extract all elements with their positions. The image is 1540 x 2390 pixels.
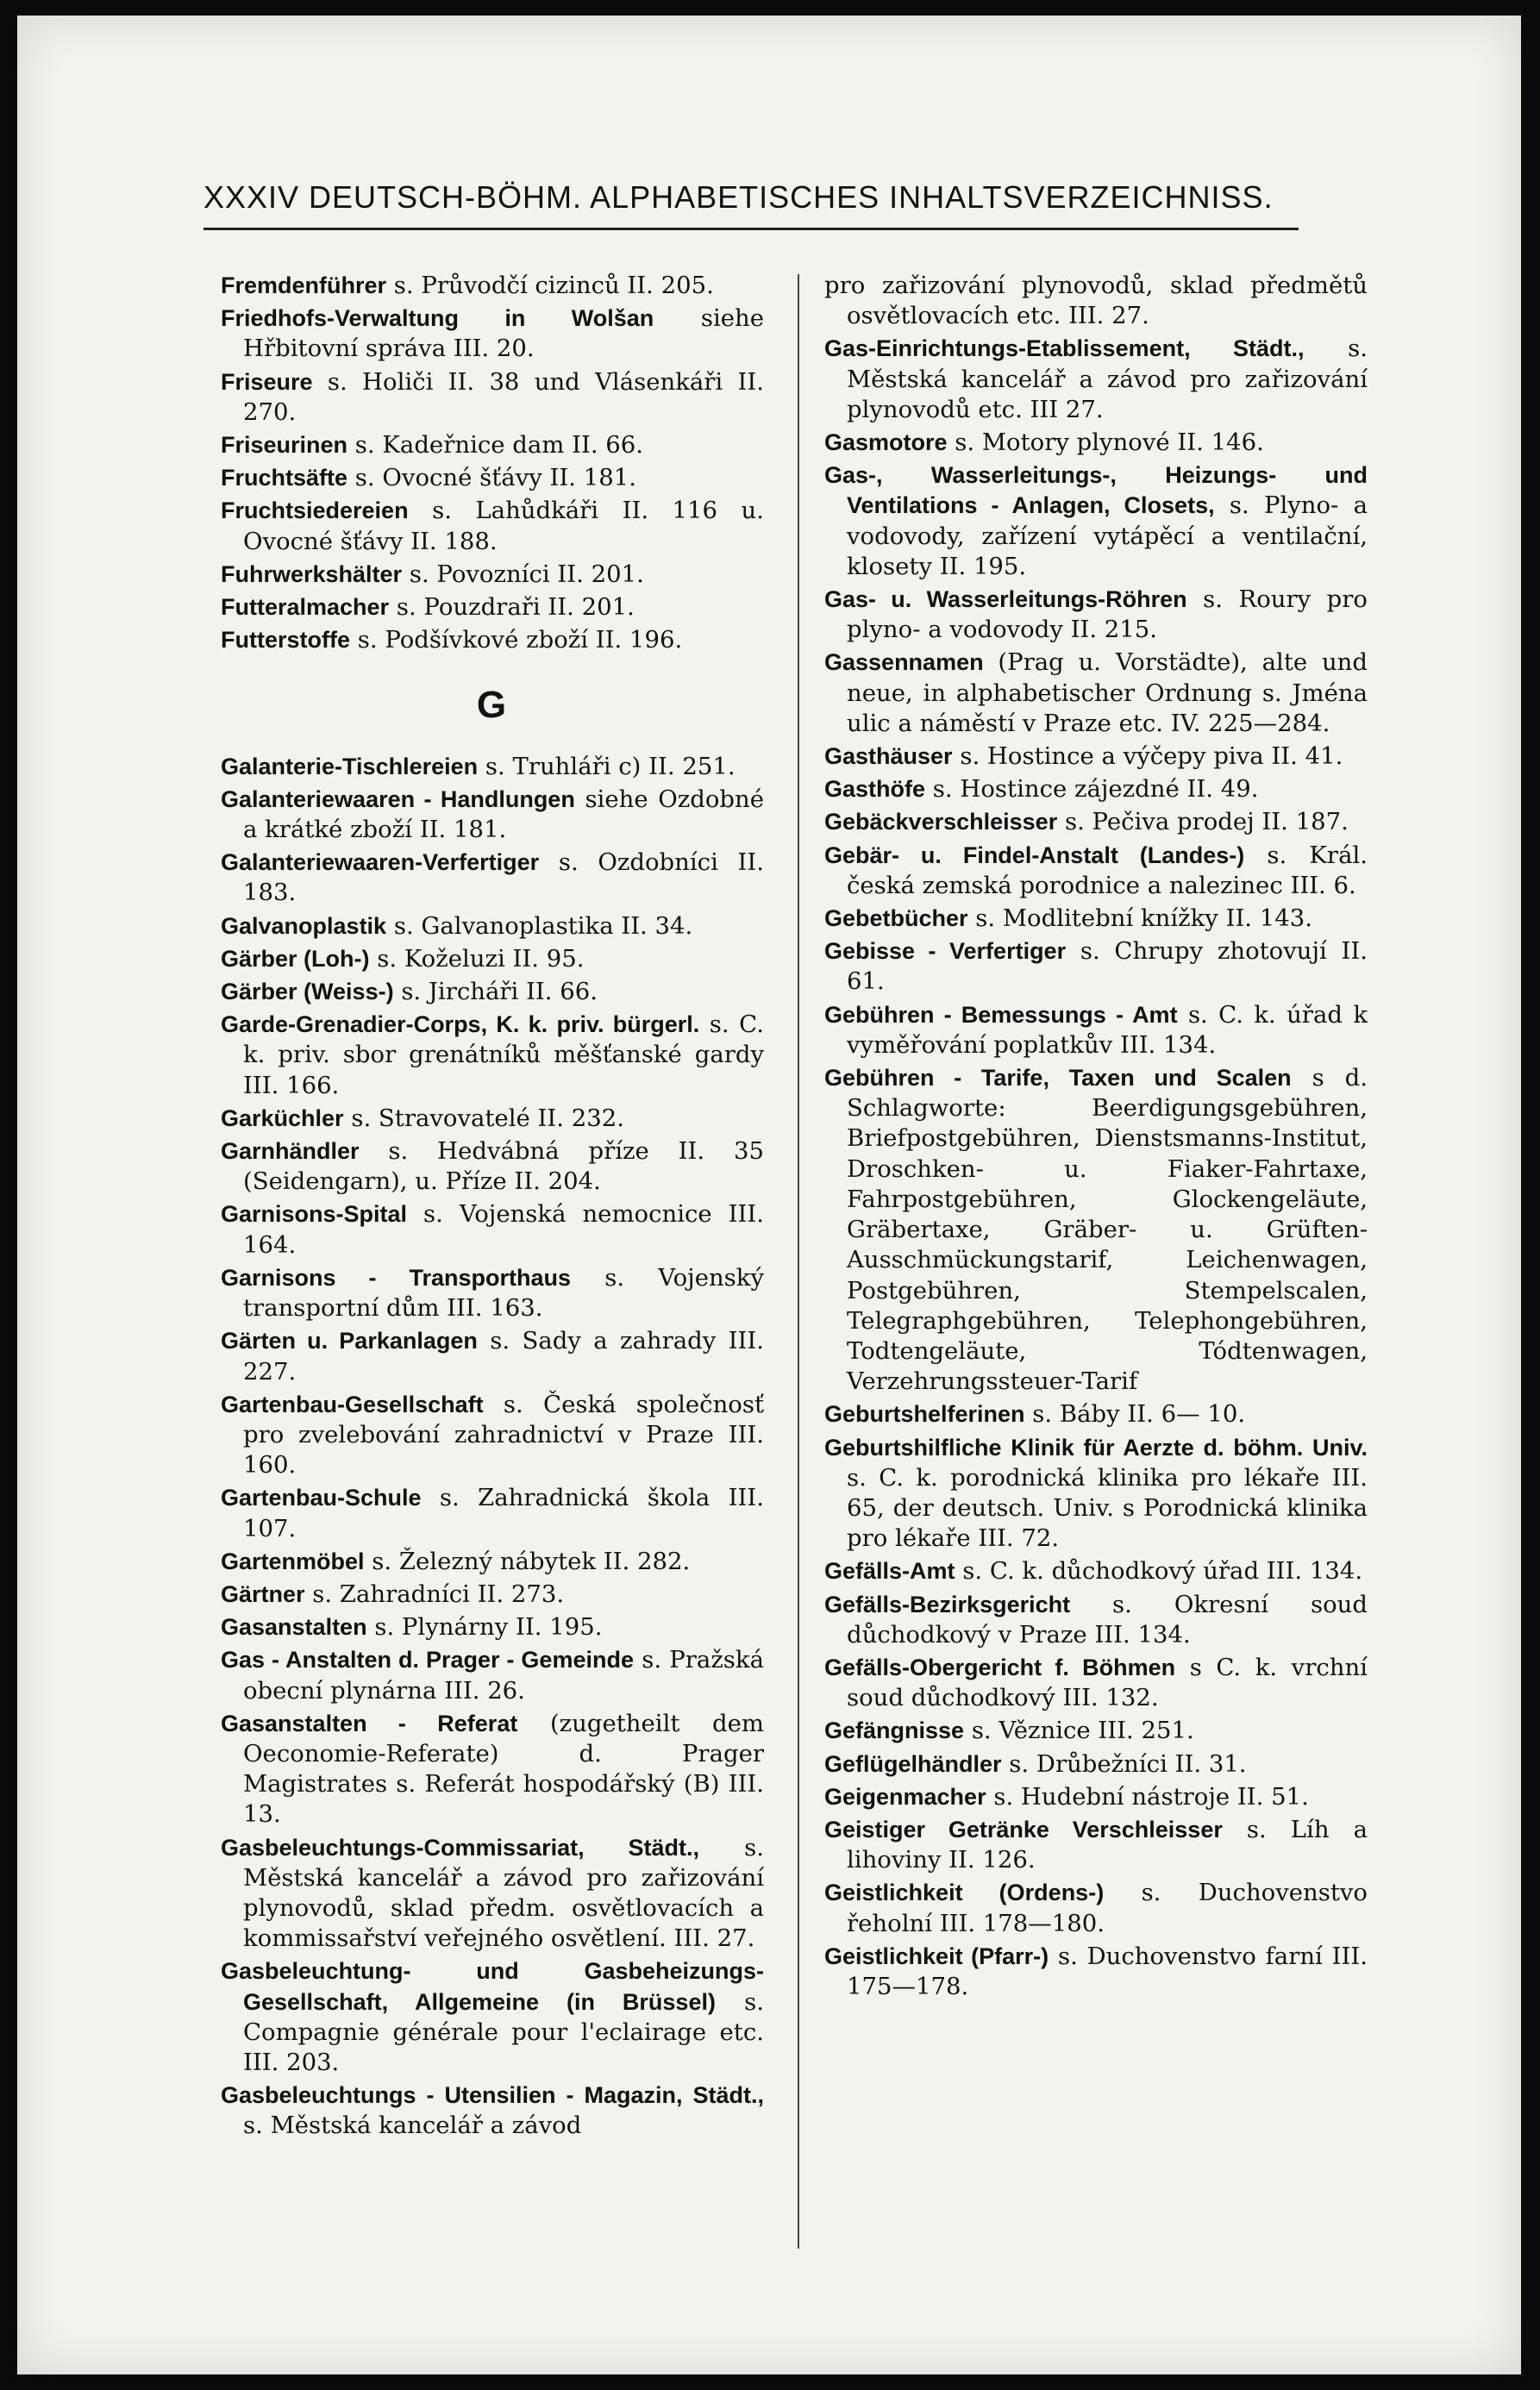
index-entry [824,1782,1368,1812]
index-entry [824,334,1368,425]
entry-reference: s. C. k. úřad k vyměřování poplatkův III. 134. [847,1000,1368,1059]
entry-reference: s. Drůbežníci II. 31. [1009,1749,1247,1778]
index-entry [221,1612,764,1642]
index-entry [221,430,764,460]
entry-keyword: Gebühren - Bemessungs - Amt [824,1001,1178,1028]
entry-keyword: Gärtner [221,1580,305,1607]
entry-keyword: Gärten u. Parkanlagen [221,1328,478,1355]
entry-reference: s. Hostince a výčepy piva II. 41. [960,742,1343,771]
index-entry [221,592,764,623]
entry-reference: s. Hostince zájezdné II. 49. [932,775,1259,804]
index-entry [221,367,764,428]
entry-keyword: Gartenbau-Schule [221,1485,422,1511]
entry-reference: s. Koželuzi II. 95. [377,944,585,973]
entry-reference: s. Stravovatelé II. 232. [351,1104,624,1132]
entry-reference: s. Sady a zahrady III. 227. [243,1327,764,1386]
index-entry [824,585,1368,645]
entry-reference: s. Duchovenstvo farní III. 175—178. [847,1942,1368,2000]
entry-keyword: Gebisse - Verfertiger [824,938,1067,965]
entry-reference: s. Zahradníci II. 273. [312,1580,565,1608]
entry-reference: s d. Schlagworte: Beerdigungsgebühren, Briefpostgebühren, Dienstsmanns-Institut, Droschken- u. Fiaker-Fahrtaxe, Fahrpostgebühren, Glockengeläute, Gräbertaxe, Gräber- u. Grüften-Ausschmückungstarif, Leichenwagen, Postgebühren, Stempelscalen, Telegraphgebühren, Telephongebühren, Todtengeläute, Tódtenwagen, Verzehrungssteuer-Tarif [847,1064,1368,1396]
index-entry [221,303,764,364]
index-entry [824,1653,1368,1713]
index-entry [824,1878,1368,1938]
index-entry [221,1645,764,1705]
entry-keyword: Garnhändler [221,1138,360,1165]
entry-reference: s. Chrupy zhotovují II. 61. [847,937,1368,996]
entry-reference: s. Pouzdraři II. 201. [396,593,635,622]
index-entry [824,904,1368,934]
section-letter: G [476,684,509,727]
entry-reference: s. Plyno- a vodovody, zařízení vytápěcí a ventilační, klosety II. 195. [847,491,1368,580]
entry-reference: (zugetheilt dem Oeconomie-Referate) d. Prager Magistrates s. Referát hospodářský (B) III. 13. [243,1709,764,1829]
entry-keyword: Garnisons-Spital [221,1201,408,1228]
entry-keyword: Gasthäuser [824,743,953,770]
index-entry [824,1815,1368,1875]
index-entry [221,2080,764,2141]
entry-reference: s. Roury pro plyno- a vodovody II. 215. [847,585,1368,644]
entry-keyword: Geburtshelferinen [824,1401,1025,1428]
entry-reference: s. Lahůdkáři II. 116 u. Ovocné šťávy II. 188. [243,497,764,555]
entry-reference: s. Povozníci II. 201. [409,560,644,588]
index-entry [221,1263,764,1323]
index-entry [221,1833,764,1955]
entry-keyword: Gebäckverschleisser [824,809,1058,835]
entry-reference: s. Železný nábytek II. 282. [372,1547,691,1575]
index-entry [221,1483,764,1543]
entry-keyword: Gartenmöbel [221,1548,365,1574]
entry-reference: s. Holiči II. 38 und Vlásenkáři II. 270. [243,367,764,426]
index-entry [221,1010,764,1101]
entry-keyword: Friseurinen [221,432,348,459]
running-header: XXXIV DEUTSCH-BÖHM. ALPHABETISCHES INHALTSVERZEICHNISS. [203,179,1274,215]
index-entry [824,1716,1368,1746]
entry-reference: s. Líh a lihoviny II. 126. [847,1815,1368,1874]
entry-reference: s. Hedvábná příze II. 35 (Seidengarn), u. Příze II. 204. [243,1137,764,1196]
entry-keyword: Gartenbau-Gesellschaft [221,1391,484,1417]
index-entry [824,460,1368,582]
entry-keyword: Gasbeleuchtungs - Utensilien - Magazin, Städt., [221,2082,764,2109]
index-entry [221,977,764,1007]
entry-keyword: Gefälls-Amt [824,1558,955,1585]
entry-keyword: Geflügelhändler [824,1750,1002,1777]
entry-keyword: Friedhofs-Verwaltung in Wolšan [221,305,654,332]
index-entry [824,774,1368,804]
entry-reference: s. Plynárny II. 195. [374,1613,603,1642]
entry-reference: s. Věznice III. 251. [971,1717,1194,1745]
index-entry [221,560,764,590]
entry-reference: s. Galvanoplastika II. 34. [393,911,693,940]
index-entry [824,1749,1368,1780]
entry-keyword: Gefälls-Obergericht f. Böhmen [824,1654,1176,1680]
entry-reference: s. Kadeřnice dam II. 66. [354,431,644,460]
index-entry [824,648,1368,739]
entry-keyword: Garde-Grenadier-Corps, K. k. priv. bürgerl. [221,1011,700,1038]
entry-reference: s. Pečiva prodej II. 187. [1064,808,1349,836]
index-entry [221,1580,764,1610]
entry-reference: s. Vojenská nemocnice III. 164. [243,1200,764,1259]
entries-g-continued [824,271,1368,2002]
entry-keyword: Gebühren - Tarife, Taxen und Scalen [824,1065,1292,1092]
entry-reference: s. Compagnie générale pour l'eclairage etc. III. 203. [243,1987,764,2076]
left-column [221,271,764,2144]
index-entry [824,271,1368,331]
right-column [824,271,1368,2005]
index-entry [221,463,764,493]
entry-keyword: Gefängnisse [824,1717,965,1744]
entry-keyword: Gasanstalten [221,1614,367,1641]
column-divider [798,274,799,2249]
entry-keyword: Fuhrwerkshälter [221,560,403,587]
entry-keyword: Gasthöfe [824,776,926,803]
index-entry [221,625,764,655]
entry-keyword: Garnisons - Transporthaus [221,1264,571,1291]
entry-keyword: Gas - Anstalten d. Prager - Gemeinde [221,1647,634,1674]
entry-keyword: Futterstoffe [221,627,350,654]
entry-keyword: Geigenmacher [824,1783,986,1810]
entry-keyword: Gasbeleuchtung- und Gasbeheizungs-Gesellschaft, Allgemeine (in Brüssel) [221,1958,764,2015]
entry-keyword: Galanteriewaaren - Handlungen [221,785,575,812]
index-entry [824,741,1368,772]
index-entry [221,1390,764,1481]
index-entry [221,496,764,556]
entry-keyword: Gas-, Wasserleitungs-, Heizungs- und Ventilations - Anlagen, Closets, [824,462,1368,519]
header-rule [203,228,1299,230]
entries-f [221,271,764,655]
entry-keyword: Gas- u. Wasserleitungs-Röhren [824,586,1187,613]
entry-keyword: Gas-Einrichtungs-Etablissement, Städt., [824,335,1305,362]
entry-keyword: Futteralmacher [221,594,390,621]
entry-keyword: Friseure [221,368,313,395]
entry-reference: siehe Ozdobné a krátké zboží II. 181. [243,785,764,844]
index-entry [824,807,1368,837]
index-entry [221,848,764,908]
entry-reference: (Prag u. Vorstädte), alte und neue, in alphabetischer Ordnung s. Jména ulic a náměstí v Praze etc. IV. 225—284. [847,648,1368,737]
entry-keyword: Gasanstalten - Referat [221,1710,518,1736]
index-entry [824,1942,1368,2002]
index-entry [221,1709,764,1830]
index-entry [221,911,764,942]
index-entry [824,936,1368,997]
entry-keyword: Gasbeleuchtungs-Commissariat, Städt., [221,1834,699,1861]
index-entry [824,1000,1368,1060]
entry-reference: s. Městská kancelář a závod pro zařizování plynovodů, sklad předm. osvětlovacích a kommissařství veřejného osvětlení. III. 27. [243,1833,764,1953]
entry-keyword: Fruchtsiedereien [221,497,409,524]
entry-reference: s. Zahradnická škola III. 107. [243,1484,764,1542]
entry-reference: s. Vojenský transportní dům III. 163. [243,1263,764,1323]
entry-keyword: Galanterie-Tischlereien [221,753,479,779]
entry-reference: siehe Hřbitovní správa III. 20. [243,304,764,363]
entry-reference: s. Jircháři II. 66. [401,978,598,1006]
entry-reference: s. Ozdobníci II. 183. [243,848,764,907]
index-entry [221,1136,764,1197]
entry-reference: s. Okresní soud důchodkový v Praze III. 134. [847,1590,1368,1649]
index-entry [221,1547,764,1577]
entry-keyword: Fruchtsäfte [221,465,348,491]
entry-keyword: Geistiger Getränke Verschleisser [824,1816,1223,1843]
index-entry [221,1326,764,1386]
entry-keyword: Gärber (Loh-) [221,945,370,972]
entry-reference: s. Průvodčí cizinců II. 205. [393,272,714,299]
index-entry [824,1433,1368,1555]
entry-keyword: Geistlichkeit (Pfarr-) [824,1943,1049,1969]
entry-keyword: Gassennamen [824,649,984,676]
entry-reference: s. Městská kancelář a závod [243,2112,582,2140]
entry-reference: s. C. k. důchodkový úřad III. 134. [962,1557,1363,1586]
index-entry [221,752,764,782]
entry-keyword: Garküchler [221,1104,344,1131]
entry-reference: s. Modlitební knížky II. 143. [975,904,1313,933]
index-entry [221,1199,764,1260]
index-entry [221,944,764,974]
entry-reference: s. Truhláři c) II. 251. [485,752,736,780]
index-entry [824,841,1368,901]
entry-keyword: Geistlichkeit (Ordens-) [824,1880,1105,1906]
entry-keyword: Gebär- u. Findel-Anstalt (Landes-) [824,842,1245,868]
entry-reference: pro zařizování plynovodů, sklad předmětů osvětlovacích etc. III. 27. [824,272,1368,330]
entry-reference: s. Báby II. 6— 10. [1032,1400,1246,1429]
entry-keyword: Gebetbücher [824,905,968,932]
entry-reference: s. Podšívkové zboží II. 196. [357,626,683,654]
entry-reference: s. Městská kancelář a závod pro zařizování plynovodů etc. III 27. [847,335,1368,423]
entry-reference: s. Pražská obecní plynárna III. 26. [243,1646,764,1705]
entry-reference: s. C. k. priv. sbor grenátníků měšťanské gardy III. 166. [243,1010,764,1099]
entry-reference: s. Hudební nástroje II. 51. [993,1782,1309,1811]
index-entry [221,1104,764,1134]
entry-reference: s. Česká společnosť pro zvelebování zahradnictví v Praze III. 160. [243,1390,764,1480]
index-entry [221,1956,764,2078]
index-entry [824,428,1368,458]
entry-keyword: Gefälls-Bezirksgericht [824,1591,1071,1617]
entry-keyword: Fremdenführer [221,272,387,298]
entry-keyword: Gasmotore [824,429,948,456]
index-entry [221,785,764,845]
entry-reference: s. Ovocné šťávy II. 181. [354,464,636,492]
entry-keyword: Geburtshilfliche Klinik für Aerzte d. böhm. Univ. [824,1434,1368,1461]
entry-reference: s C. k. vrchní soud důchodkový III. 132. [847,1653,1368,1712]
index-entry [221,271,764,301]
page [17,16,1521,2374]
index-entry [824,1556,1368,1586]
entry-reference: s. Duchovenstvo řeholní III. 178—180. [847,1879,1368,1937]
entry-reference: s. Král. česká zemská porodnice a nalezinec III. 6. [847,841,1368,899]
index-entry [824,1590,1368,1650]
entry-keyword: Gärber (Weiss-) [221,979,394,1005]
index-entry [824,1063,1368,1397]
entry-reference: s. Motory plynové II. 146. [955,429,1264,457]
entries-g [221,752,764,2142]
entry-reference: s. C. k. porodnická klinika pro lékaře III. 65, der deutsch. Univ. s Porodnická klinika pro lékaře III. 72. [847,1463,1368,1553]
entry-keyword: Galvanoplastik [221,912,387,939]
entry-keyword: Galanteriewaaren-Verfertiger [221,849,540,876]
index-entry [824,1399,1368,1430]
